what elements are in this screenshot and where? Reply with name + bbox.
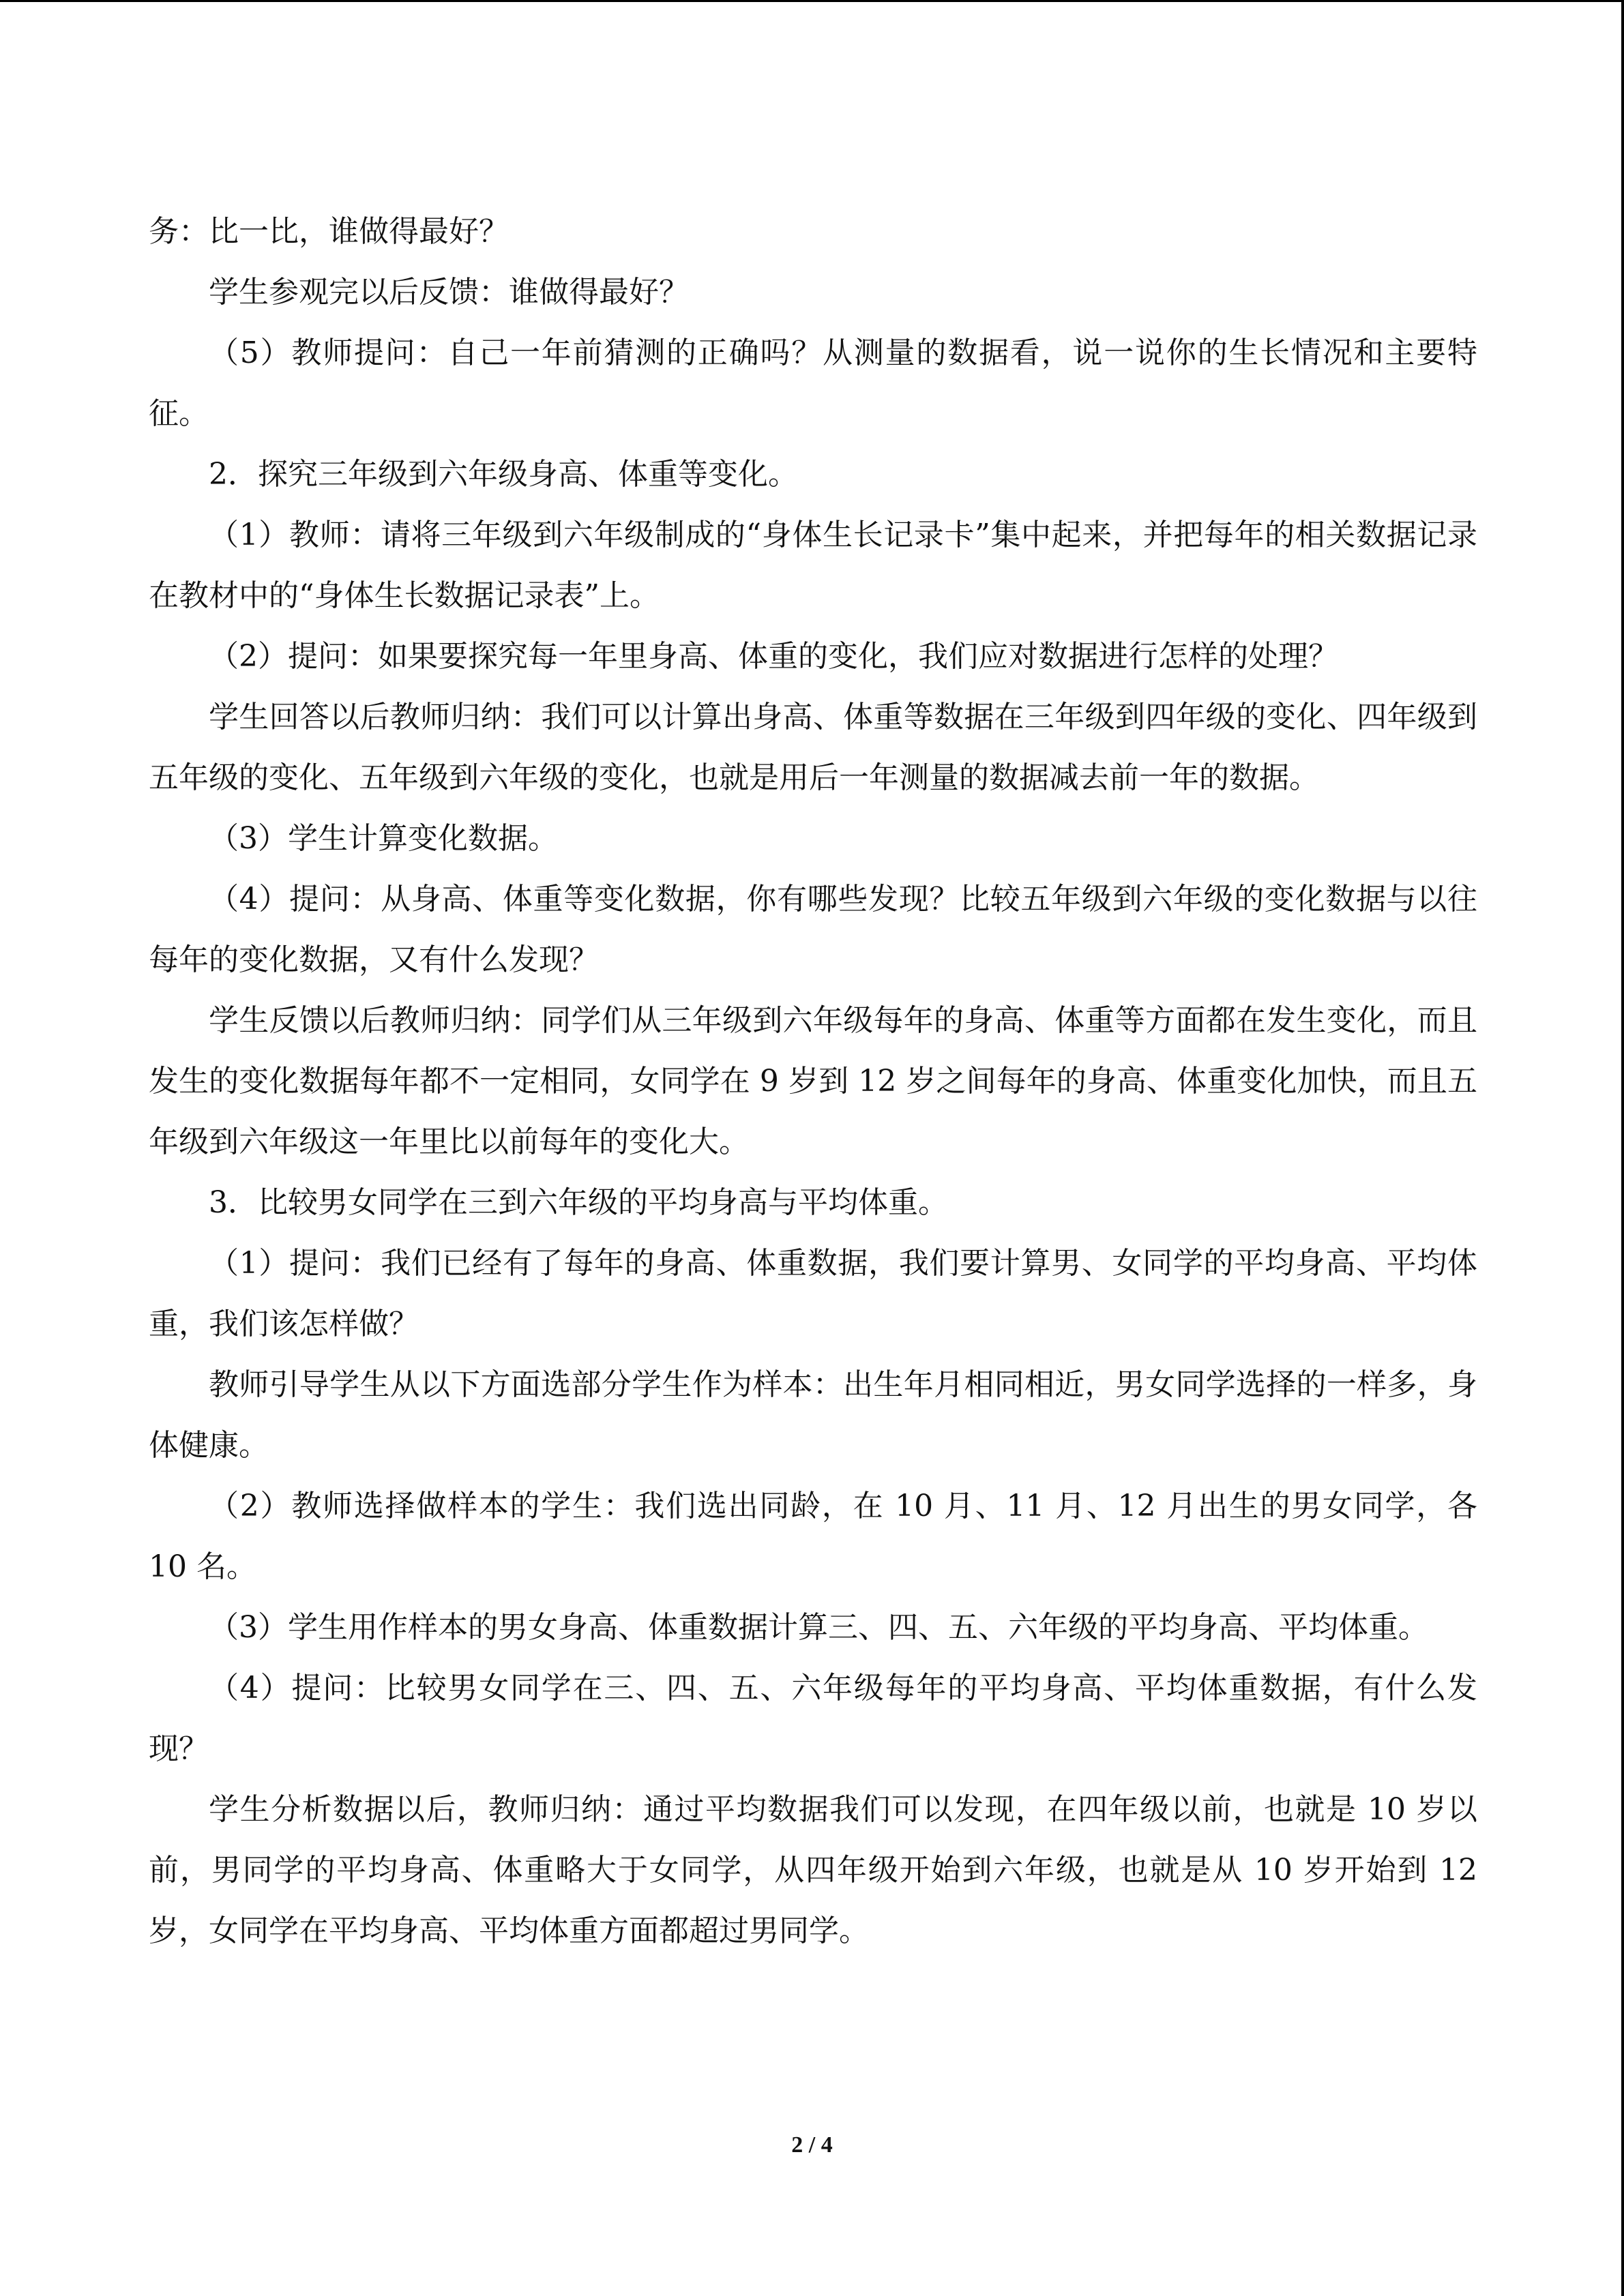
paragraph: （2）提问：如果要探究每一年里身高、体重的变化，我们应对数据进行怎样的处理？ <box>209 639 1338 674</box>
paragraph: （1）提问：我们已经有了每年的身高、体重数据，我们要计算男、女同学的平均身高、平均体重，我们该怎样做？ <box>149 1246 1477 1341</box>
paragraph: （4）提问：比较男女同学在三、四、五、六年级每年的平均身高、平均体重数据，有什么发现？ <box>149 1671 1477 1766</box>
paragraph: 教师引导学生从以下方面选部分学生作为样本：出生年月相同相近，男女同学选择的一样多，身体健康。 <box>149 1367 1477 1463</box>
section-heading: 3．比较男女同学在三到六年级的平均身高与平均体重。 <box>209 1185 948 1220</box>
paragraph: （1）教师：请将三年级到六年级制成的“身体生长记录卡”集中起来，并把每年的相关数据记录在教材中的“身体生长数据记录表”上。 <box>149 518 1477 613</box>
paragraph: （5）教师提问：自己一年前猜测的正确吗？从测量的数据看，说一说你的生长情况和主要特征。 <box>149 336 1477 431</box>
paragraph: 学生回答以后教师归纳：我们可以计算出身高、体重等数据在三年级到四年级的变化、四年级到五年级的变化、五年级到六年级的变化，也就是用后一年测量的数据减去前一年的数据。 <box>149 700 1477 795</box>
paragraph: 学生参观完以后反馈：谁做得最好？ <box>209 275 689 310</box>
paragraph: 务：比一比，谁做得最好？ <box>149 214 509 249</box>
page-number: 2 / 4 <box>791 2132 833 2158</box>
section-heading: 2．探究三年级到六年级身高、体重等变化。 <box>209 457 798 492</box>
paragraph: （3）学生用作样本的男女身高、体重数据计算三、四、五、六年级的平均身高、平均体重。 <box>209 1610 1428 1645</box>
page-right-border <box>1621 0 1624 2296</box>
document-body <box>149 201 1477 1961</box>
paragraph: （4）提问：从身高、体重等变化数据，你有哪些发现？比较五年级到六年级的变化数据与以往每年的变化数据，又有什么发现？ <box>149 882 1477 977</box>
paragraph: 学生反馈以后教师归纳：同学们从三年级到六年级每年的身高、体重等方面都在发生变化，而且发生的变化数据每年都不一定相同，女同学在 9 岁到 12 岁之间每年的身高、体重变化加快，而且五年级到六年级这一年里比以前每年的变化大。 <box>149 1003 1477 1159</box>
paragraph: 学生分析数据以后，教师归纳：通过平均数据我们可以发现，在四年级以前，也就是 10 岁以前，男同学的平均身高、体重略大于女同学，从四年级开始到六年级，也就是从 10 岁开始到 12 岁，女同学在平均身高、平均体重方面都超过男同学。 <box>149 1792 1477 1948</box>
page-top-border <box>0 0 1624 2</box>
paragraph: （3）学生计算变化数据。 <box>209 821 558 856</box>
paragraph: （2）教师选择做样本的学生：我们选出同龄，在 10 月、11 月、12 月出生的男女同学，各 10 名。 <box>149 1489 1477 1584</box>
